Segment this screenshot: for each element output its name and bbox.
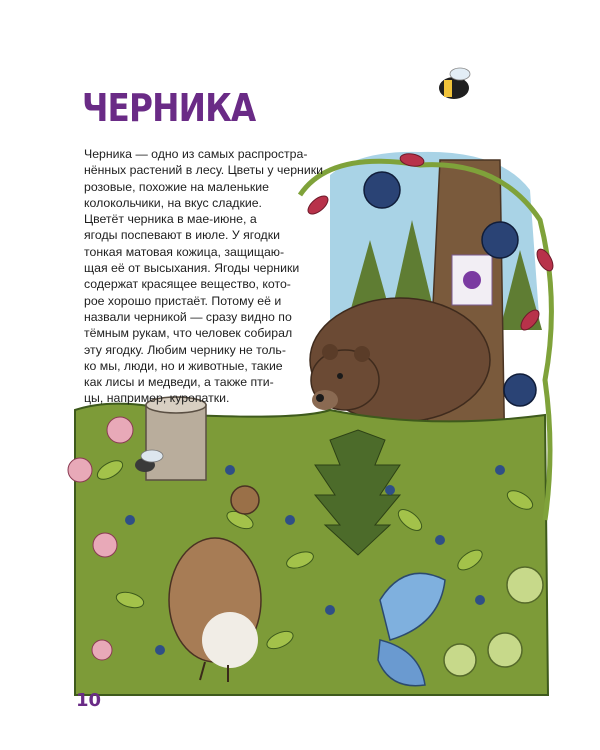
text-line: содержат красящее вещество, кото- <box>84 277 291 292</box>
text-line: ягоды поспевают в июле. У ягодки <box>84 228 280 243</box>
text-line: Цветёт черника в мае-июне, а <box>84 212 257 227</box>
text-line: рое хорошо пристаёт. Потому её и <box>84 293 282 308</box>
text-line: Черника — одно из самых распростра- <box>84 147 308 161</box>
text-line: как лисы и медведи, а также пти- <box>84 375 274 390</box>
text-line: цы, например, куропатки. <box>84 391 230 406</box>
text-line: щая её от высыхания. Ягоды черники <box>84 261 300 276</box>
text-line: ко мы, люди, но и животные, такие <box>84 358 283 373</box>
text-line: тонкая матовая кожица, защищаю- <box>84 244 285 259</box>
tree-stump-icon <box>146 397 206 480</box>
page-title: ЧЕРНИКА <box>82 86 256 130</box>
bumblebee-icon <box>439 68 470 99</box>
text-line: розовые, похожие на маленькие <box>84 179 269 194</box>
page-number: 10 <box>76 690 102 711</box>
article-text <box>84 146 346 407</box>
text-line: колокольчики, на вкус сладкие. <box>84 195 262 210</box>
text-line: нённых растений в лесу. Цветы у черники <box>84 163 323 178</box>
text-line: тёмным рукам, что человек собирал <box>84 326 293 341</box>
text-line: эту ягодку. Любим чернику не толь- <box>84 342 286 357</box>
text-line: назвали черникой — сразу видно по <box>84 309 292 324</box>
